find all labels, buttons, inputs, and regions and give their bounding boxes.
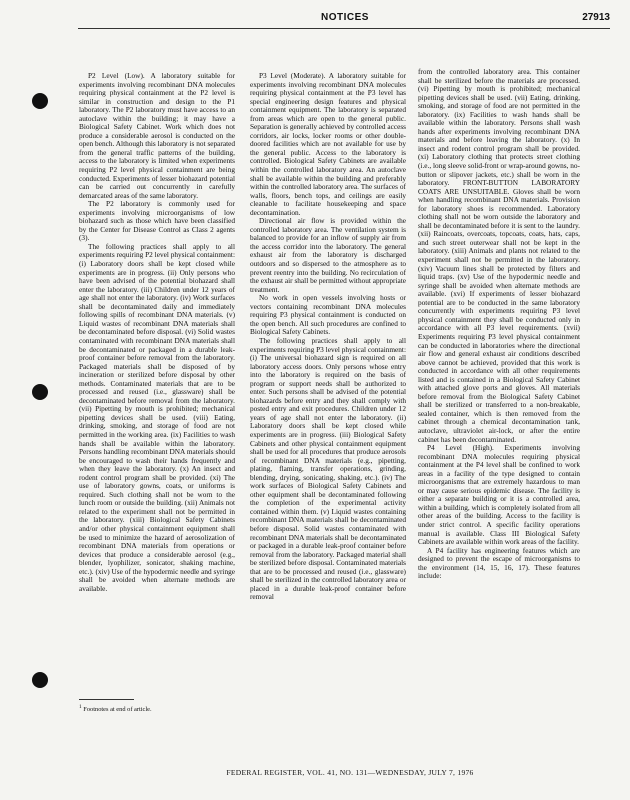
paragraph: P4 Level (High). Experiments involving recombinant DNA molecules requiring physical containment at the P4 level shall be confined to work areas in a facility of the type designed to contain microorganisms that are extremely hazardous to man or may cause serious epidemic disease. The facility is either a separate building or it is a controlled area, within a building, which is completely isolated from all other areas of the building. Access to the facility is under strict control. A specific facility operations manual is available. Class III Biological Safety Cabinets are available within work areas of the facility. xyxy=(418,443,580,547)
footnote-text: Footnotes at end of article. xyxy=(83,706,152,714)
paragraph: P3 Level (Moderate). A laboratory suitable for experiments involving recombinant DNA molecules requiring physical containment at the P3 level has special engineering design features and physical containment equipment. The laboratory is separated from areas which are open to the general public. Separation is generally achieved by controlled access corridors, air locks, locker rooms or other double-doored facilities which are not available for use by the general public. Access to the laboratory is controlled. Biological Safety Cabinets are available within the controlled laboratory area. An autoclave shall be available within the building and preferably within the controlled laboratory area. The surfaces of walls, floors, bench tops, and ceilings are easily cleanable to facilitate housekeeping and space decontamination. xyxy=(250,72,406,217)
section-title: NOTICES xyxy=(321,12,369,23)
paragraph: No work in open vessels involving hosts or vectors containing recombinant DNA molecules requiring P3 physical containment is conducted on the open bench. All such procedures are confined to Biological Safety Cabinets. xyxy=(250,293,406,337)
binder-hole xyxy=(32,672,48,688)
text-column-3 xyxy=(418,68,580,792)
paragraph: P2 Level (Low). A laboratory suitable for experiments involving recombinant DNA molecules requiring physical containment at the P2 level is similar in construction and design to the P1 laboratory. The P2 laboratory must have access to an autoclave within the building; it may have a Biological Safety Cabinet. Work which does not produce a considerable aerosol is conducted on the open bench. Although this laboratory is not separated from the general traffic patterns of the building, access to the laboratory is limited when experiments requiring P2 level physical containment are being conducted. Experiments of lesser biohazard potential can be carried out concurrently in carefully demarcated areas of the same laboratory. xyxy=(79,72,235,200)
page-number: 27913 xyxy=(582,12,610,23)
paragraph: A P4 facility has engineering features which are designed to prevent the escape of microorganisms to the environment (14, 15, 16, 17). These features include: xyxy=(418,545,580,581)
footnote: $^1$ Footnotes at end of article. xyxy=(79,704,152,714)
paragraph: from the controlled laboratory area. This container shall be sterilized before the materials are processed. (vi) Pipetting by mouth is prohibited; mechanical pipetting devices shall be used. (vii) Eating, drinking, smoking, and storage of food are not permitted in the laboratory. (ix) Facilities to wash hands shall be available within the laboratory. Persons shall wash hands after experiments involving recombinant DNA materials and before leaving the laboratory. (x) In insect and rodent control program shall be provided. (xi) Laboratory clothing that protects street clothing (i.e., long sleeve solid-front or wrap-around gowns, no-button or slipover jackets, etc.) shall be worn in the laboratory. FRONT-BUTTON LABORATORY COATS ARE UNSUITABLE. Gloves shall be worn when handling recombinant DNA materials. Provision for laboratory shoes is recommended. Laboratory clothing shall not be worn outside the laboratory and shall be decontaminated before it is sent to the laundry. (xii) Raincoats, overcoats, topcoats, coats, hats, caps, and such street outerwear shall not be kept in the laboratory. (xiii) Animals and plants not related to the experiment shall not be permitted in the laboratory. (xiv) Vacuum lines shall be protected by filters and liquid traps. (xv) Use of the hypodermic needle and syringe shall be avoided when alternate methods are available. (xvi) If experiments of lesser biohazard potential are to be conducted in the same laboratory concurrently with experiments requiring P3 level physical containment they shall be conducted only in accordance with all P3 level requirements. (xvii) Experiments requiring P3 level physical containment can be conducted in laboratories where the directional air flow and general exhaust air conditions described above cannot be achieved, provided that this work is conducted in accordance with all other requirements listed and is contained in a Biological Safety Cabinet with attached glove ports and gloves. All materials before removal from the Biological Safety Cabinet shall be sterilized or transferred to a non-breakable, sealed container, which is then removed from the cabinet through a chemical decontamination tank, autoclave, ultraviolet air-lock, or after the entire cabinet has been decontaminated. xyxy=(418,68,580,444)
text-column-2 xyxy=(250,72,406,792)
paragraph: The following practices shall apply to all experiments requiring P3 level physical containment: (i) The universal biohazard sign is required on all laboratory access doors. Only persons whose entry into the laboratory is required on the basis of program or support needs shall be authorized to enter. Such persons shall be advised of the potential biohazards before entry and they shall comply with posted entry and exit procedures. Children under 12 years of age shall not enter the laboratory. (ii) Laboratory doors shall be kept closed while experiments are in progress. (iii) Biological Safety Cabinets and other physical containment equipment shall be used for all procedures that produce aerosols of recombinant DNA materials (e.g., pipetting, plating, flaming, transfer operations, grinding, blending, drying, sonicating, shaking, etc.). (iv) The work surfaces of Biological Safety Cabinets and other equipment shall be decontaminated following the completion of the experimental activity contained within them. (v) Liquid wastes containing recombinant DNA materials shall be decontaminated before disposal. Solid wastes contaminated with recombinant DNA materials shall be decontaminated or packaged in a durable leak-proof container before removal from the laboratory. Packaged material shall be sterilized before disposal. Contaminated materials that are to be processed and reused (i.e., glassware) shall be sterilized in the controlled laboratory area or placed in a durable leak-proof container before removal xyxy=(250,335,406,602)
binder-hole xyxy=(32,384,48,400)
paragraph: The P2 laboratory is commonly used for experiments involving microorganisms of low biohazard such as those which have been classified by the Center for Disease Control as Class 2 agents (3). xyxy=(79,199,235,243)
text-column-1 xyxy=(79,72,235,690)
page-header xyxy=(80,12,610,28)
binder-hole xyxy=(32,93,48,109)
paragraph: Directional air flow is provided within the controlled laboratory area. The ventilation system is balanced to provide for an inflow of supply air from the access corridor into the laboratory. The general exhaust air from the laboratory is discharged outdoors and so dispersed to the atmosphere as to prevent reentry into the building. No recirculation of the exhaust air shall be permitted without appropriate treatment. xyxy=(250,216,406,294)
page-footer: FEDERAL REGISTER, VOL. 41, NO. 131—WEDNESDAY, JULY 7, 1976 xyxy=(226,768,474,777)
header-rule xyxy=(78,28,610,29)
paragraph: The following practices shall apply to all experiments requiring P2 level physical containment: (i) Laboratory doors shall be kept closed while experiments are in progress. (ii) Only persons who have been advised of the potential biohazard shall enter the laboratory. (iii) Children under 12 years of age shall not enter the laboratory. (iv) Work surfaces shall be decontaminated daily and immediately following spills of recombinant DNA materials. (v) Liquid wastes of recombinant DNA materials shall be decontaminated before disposal. (vi) Solid wastes contaminated with recombinant DNA materials shall be decontaminated or packaged in a durable leak-proof container before removal from the laboratory. Packaged materials shall be disposed of by incineration or sterilized before disposal by other methods. Contaminated materials that are to be processed and reused (i.e., glassware) shall be decontaminated before removal from the laboratory. (vii) Pipetting by mouth is prohibited; mechanical pipetting devices shall be used. (viii) Eating, drinking, smoking, and storage of food are not permitted in the working area. (ix) Facilities to wash hands shall be available within the laboratory. Persons handling recombinant DNA materials should be encouraged to wash their hands frequently and when they leave the laboratory. (x) An insect and rodent control program shall be provided. (xi) The use of laboratory gowns, coats, or uniforms is required. Such clothing shall not be worn to the lunch room or outside the building. (xii) Animals not related to the experiment shall not be permitted in the laboratory. (xiii) Biological Safety Cabinets and/or other physical containment equipment shall be used to minimize the hazard of aerosolization of recombinant DNA materials from operations or devices that produce a considerable aerosol (e.g., blender, lyophilizer, sonicator, shaking machine, etc.). (xiv) Use of the hypodermic needle and syringe shall be avoided when alternate methods are available. xyxy=(79,241,235,593)
footnote-rule xyxy=(79,699,134,700)
